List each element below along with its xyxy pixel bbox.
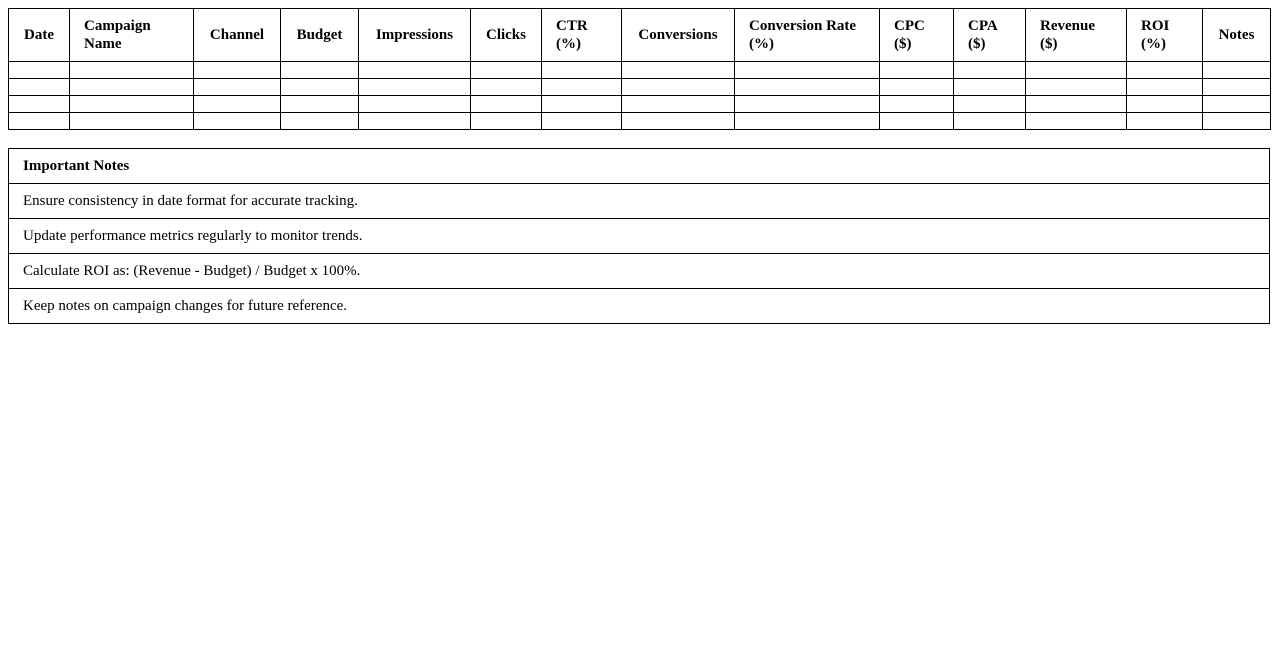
table-cell[interactable] (471, 113, 542, 130)
table-cell[interactable] (542, 79, 622, 96)
table-cell[interactable] (359, 113, 471, 130)
table-cell[interactable] (622, 96, 735, 113)
note-row (9, 184, 1270, 219)
note-item: Keep notes on campaign changes for future reference. (9, 289, 1270, 324)
table-cell[interactable] (735, 62, 880, 79)
table-cell[interactable] (542, 113, 622, 130)
column-header-roi: ROI (%) (1127, 9, 1203, 62)
table-cell[interactable] (735, 113, 880, 130)
column-header-cpa: CPA ($) (954, 9, 1026, 62)
table-cell[interactable] (880, 79, 954, 96)
table-row (9, 62, 1271, 79)
table-cell[interactable] (359, 96, 471, 113)
campaign-tracking-table (8, 8, 1271, 130)
table-cell[interactable] (9, 62, 70, 79)
table-cell[interactable] (281, 62, 359, 79)
table-cell[interactable] (622, 79, 735, 96)
table-cell[interactable] (70, 62, 194, 79)
table-cell[interactable] (954, 113, 1026, 130)
table-cell[interactable] (1203, 96, 1271, 113)
table-cell[interactable] (281, 79, 359, 96)
notes-title: Important Notes (9, 149, 1270, 184)
column-header-conversions: Conversions (622, 9, 735, 62)
table-cell[interactable] (622, 113, 735, 130)
table-cell[interactable] (1127, 113, 1203, 130)
table-cell[interactable] (9, 96, 70, 113)
note-item: Calculate ROI as: (Revenue - Budget) / Budget x 100%. (9, 254, 1270, 289)
table-cell[interactable] (70, 79, 194, 96)
column-header-budget: Budget (281, 9, 359, 62)
column-header-revenue: Revenue ($) (1026, 9, 1127, 62)
table-cell[interactable] (954, 96, 1026, 113)
note-item: Ensure consistency in date format for accurate tracking. (9, 184, 1270, 219)
table-row (9, 113, 1271, 130)
note-item: Update performance metrics regularly to monitor trends. (9, 219, 1270, 254)
table-cell[interactable] (1203, 113, 1271, 130)
table-cell[interactable] (1026, 62, 1127, 79)
important-notes-table (8, 148, 1270, 324)
table-cell[interactable] (471, 79, 542, 96)
column-header-campaign-name: Campaign Name (70, 9, 194, 62)
table-cell[interactable] (9, 113, 70, 130)
column-header-date: Date (9, 9, 70, 62)
table-cell[interactable] (1026, 96, 1127, 113)
column-header-impressions: Impressions (359, 9, 471, 62)
table-cell[interactable] (954, 79, 1026, 96)
note-row (9, 254, 1270, 289)
table-cell[interactable] (194, 96, 281, 113)
table-cell[interactable] (1127, 96, 1203, 113)
table-cell[interactable] (1203, 62, 1271, 79)
note-row (9, 219, 1270, 254)
table-cell[interactable] (70, 113, 194, 130)
table-cell[interactable] (281, 113, 359, 130)
column-header-clicks: Clicks (471, 9, 542, 62)
table-cell[interactable] (1026, 79, 1127, 96)
table-cell[interactable] (194, 62, 281, 79)
table-cell[interactable] (1127, 62, 1203, 79)
table-cell[interactable] (542, 96, 622, 113)
table-cell[interactable] (70, 96, 194, 113)
column-header-conversion-rate: Conversion Rate (%) (735, 9, 880, 62)
column-header-notes: Notes (1203, 9, 1271, 62)
table-cell[interactable] (542, 62, 622, 79)
table-cell[interactable] (954, 62, 1026, 79)
table-cell[interactable] (281, 96, 359, 113)
table-cell[interactable] (880, 62, 954, 79)
table-cell[interactable] (622, 62, 735, 79)
table-cell[interactable] (359, 79, 471, 96)
note-row (9, 289, 1270, 324)
table-cell[interactable] (880, 113, 954, 130)
table-row (9, 96, 1271, 113)
table-row (9, 79, 1271, 96)
table-cell[interactable] (735, 96, 880, 113)
table-cell[interactable] (1127, 79, 1203, 96)
column-header-ctr: CTR (%) (542, 9, 622, 62)
table-cell[interactable] (735, 79, 880, 96)
table-cell[interactable] (471, 62, 542, 79)
table-cell[interactable] (194, 79, 281, 96)
notes-header-row (9, 149, 1270, 184)
table-cell[interactable] (9, 79, 70, 96)
table-cell[interactable] (359, 62, 471, 79)
table-cell[interactable] (1203, 79, 1271, 96)
header-row (9, 9, 1271, 62)
table-cell[interactable] (1026, 113, 1127, 130)
table-cell[interactable] (880, 96, 954, 113)
table-cell[interactable] (471, 96, 542, 113)
column-header-cpc: CPC ($) (880, 9, 954, 62)
table-cell[interactable] (194, 113, 281, 130)
column-header-channel: Channel (194, 9, 281, 62)
